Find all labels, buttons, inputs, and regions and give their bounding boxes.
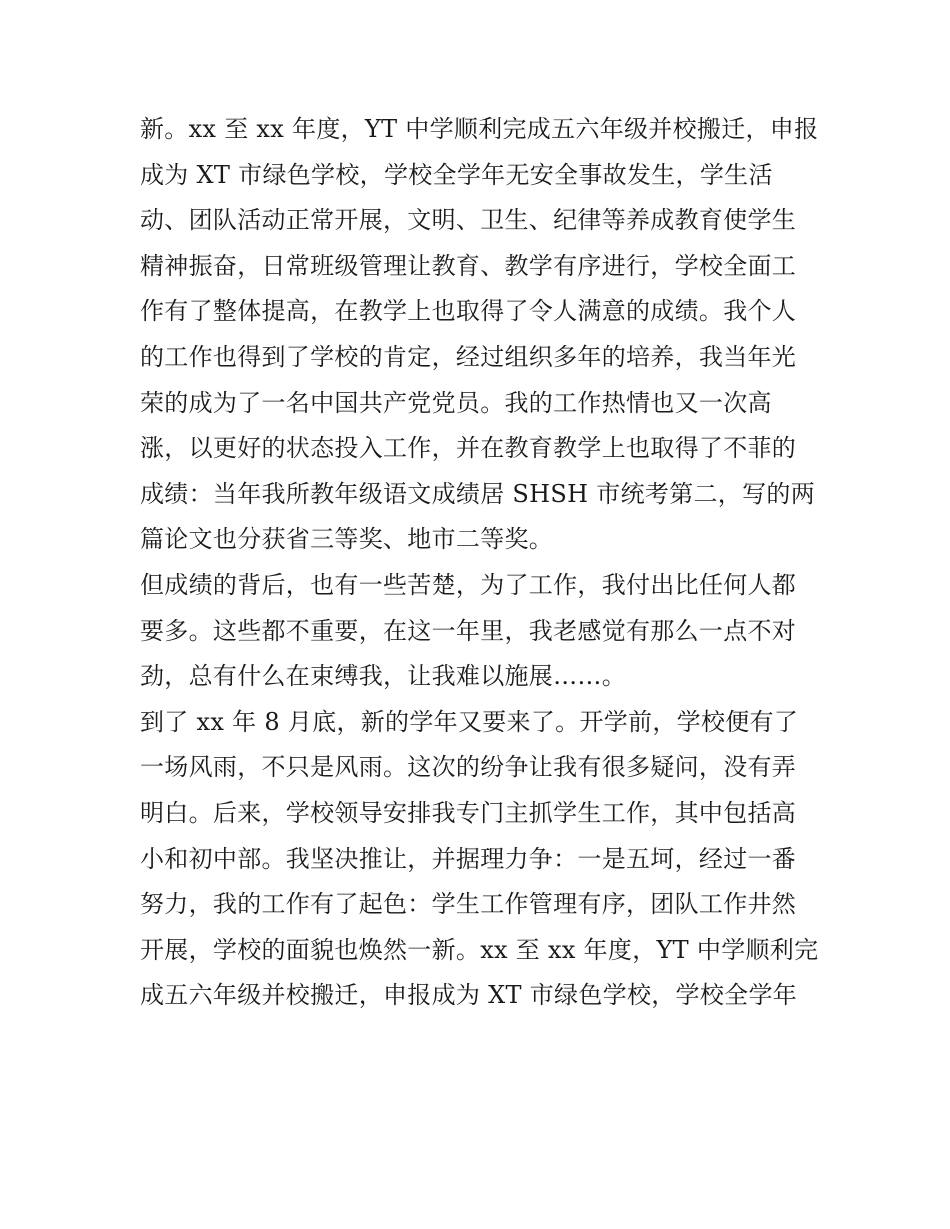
text-line: 成绩：当年我所教年级语文成绩居 SHSH 市统考第二，写的两 (140, 479, 815, 508)
text-line: 小和初中部。我坚决推让，并据理力争：一是五坷，经过一番 (140, 844, 797, 873)
text-line: 篇论文也分获省三等奖、地市二等奖。 (140, 525, 554, 554)
body-text (140, 107, 820, 1019)
text-line: 到了 xx 年 8 月底，新的学年又要来了。开学前，学校便有了 (140, 707, 799, 736)
text-line: 但成绩的背后，也有一些苦楚，为了工作，我付出比任何人都 (140, 570, 797, 599)
text-line: 劲，总有什么在束缚我，让我难以施展……。 (140, 662, 626, 691)
text-line: 的工作也得到了学校的肯定，经过组织多年的培养，我当年光 (140, 342, 797, 371)
text-line: 作有了整体提高，在教学上也取得了令人满意的成绩。我个人 (140, 297, 797, 326)
text-line: 成为 XT 市绿色学校，学校全学年无安全事故发生，学生活 (140, 160, 773, 189)
text-line: 要多。这些都不重要，在这一年里，我老感觉有那么一点不对 (140, 616, 797, 645)
text-line: 努力，我的工作有了起色：学生工作管理有序，团队工作井然 (140, 890, 797, 919)
text-line: 荣的成为了一名中国共产党党员。我的工作热情也又一次高 (140, 388, 772, 417)
text-line: 明白。后来，学校领导安排我专门主抓学生工作，其中包括高 (140, 798, 797, 827)
text-line: 成五六年级并校搬迁，申报成为 XT 市绿色学校，学校全学年 (140, 981, 798, 1010)
text-line: 新。xx 至 xx 年度，YT 中学顺利完成五六年级并校搬迁，申报 (140, 115, 819, 143)
text-line: 涨，以更好的状态投入工作，并在教育教学上也取得了不菲的 (140, 434, 797, 463)
text-line: 开展，学校的面貌也焕然一新。xx 至 xx 年度，YT 中学顺利完 (140, 935, 819, 964)
text-line: 精神振奋，日常班级管理让教育、教学有序进行，学校全面工 (140, 251, 797, 280)
text-line: 动、团队活动正常开展，文明、卫生、纪律等养成教育使学生 (140, 206, 797, 235)
text-line: 一场风雨，不只是风雨。这次的纷争让我有很多疑问，没有弄 (140, 753, 797, 782)
